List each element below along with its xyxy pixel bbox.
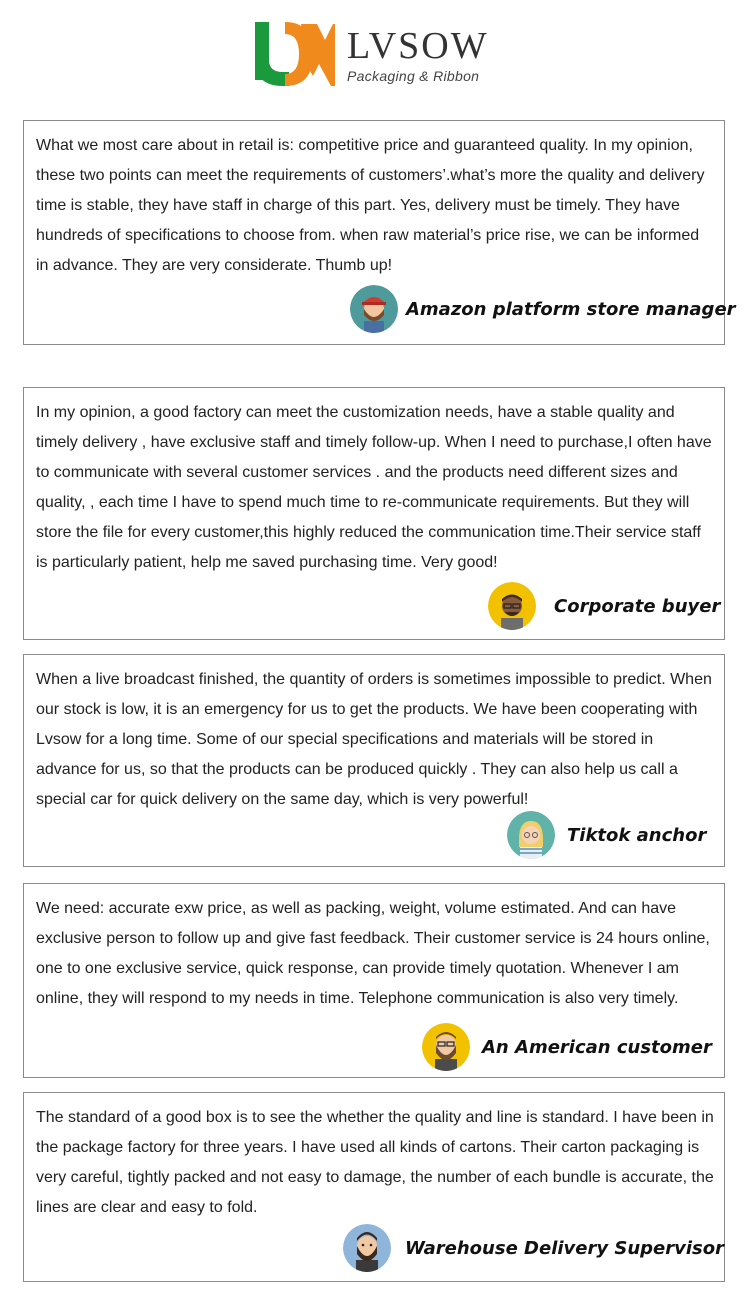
- avatar-bearded-glasses-icon: [422, 1023, 470, 1071]
- avatar-glasses-man-icon: [488, 582, 536, 630]
- testimonial-text: In my opinion, a good factory can meet the customization needs, have a stable quality and timely delivery , have exclusive staff and timely follow-up. When I need to purchase,I often have to communicate with several customer services . and the products need different sizes and quality, , each time I have to spend much time to re-communicate requirements. But they will store the file for every customer,this highly reduced the communication time.Their service staff is particularly patient, help me saved purchasing time. Very good!: [36, 404, 712, 571]
- author-name: Amazon platform store manager: [406, 298, 736, 320]
- testimonial-card: [23, 654, 725, 867]
- testimonial-text: We need: accurate exw price, as well as packing, weight, volume estimated. And can have exclusive person to follow up and give fast feedback. Their customer service is 24 hours online, one to one exclusive service, quick response, can provide timely quotation. Whenever I am online, they will respond to my needs in time. Telephone communication is also very timely.: [36, 900, 710, 1007]
- testimonial-author: [350, 285, 736, 333]
- testimonial-author: [507, 811, 706, 859]
- brand-logo: [255, 20, 505, 92]
- lvsow-logo-icon: [255, 20, 337, 92]
- testimonial-text: The standard of a good box is to see the whether the quality and line is standard. I have been in the package factory for three years. I have used all kinds of cartons. Their carton packaging is very careful, tightly packed and not easy to damage, the number of each bundle is accurate, the lines are clear and easy to fold.: [36, 1109, 714, 1216]
- testimonial-author: [343, 1224, 724, 1272]
- testimonial-card: [23, 387, 725, 640]
- author-name: An American customer: [482, 1036, 712, 1058]
- author-name: Tiktok anchor: [567, 824, 707, 846]
- testimonial-card: [23, 883, 725, 1078]
- avatar-bearded-man-icon: [343, 1224, 391, 1272]
- brand-name: LVSOW: [347, 25, 489, 67]
- author-name: Corporate buyer: [554, 595, 721, 617]
- testimonial-text: What we most care about in retail is: competitive price and guaranteed quality. In my opinion, these two points can meet the requirements of customers’.what’s more the quality and delivery time is stable, they have staff in charge of this part. Yes, delivery must be timely. They have hundreds of specifications to choose from. when raw material’s price rise, we can be informed in advance. They are very considerate. Thumb up!: [36, 137, 705, 274]
- author-name: Warehouse Delivery Supervisor: [405, 1237, 724, 1259]
- testimonial-text: When a live broadcast finished, the quantity of orders is sometimes impossible to predict. When our stock is low, it is an emergency for us to get the products. We have been cooperating with Lvsow for a long time. Some of our special specifications and materials will be stored in advance for us, so that the products can be produced quickly . They can also help us call a special car for quick delivery on the same day, which is very powerful!: [36, 671, 712, 808]
- testimonial-card: [23, 120, 736, 345]
- avatar-blonde-woman-icon: [507, 811, 555, 859]
- testimonial-card: [23, 1092, 725, 1282]
- testimonial-author: [422, 1023, 712, 1071]
- avatar-bearded-cap-icon: [350, 285, 398, 333]
- testimonial-author: [488, 582, 720, 630]
- brand-tagline: Packaging & Ribbon: [347, 68, 480, 84]
